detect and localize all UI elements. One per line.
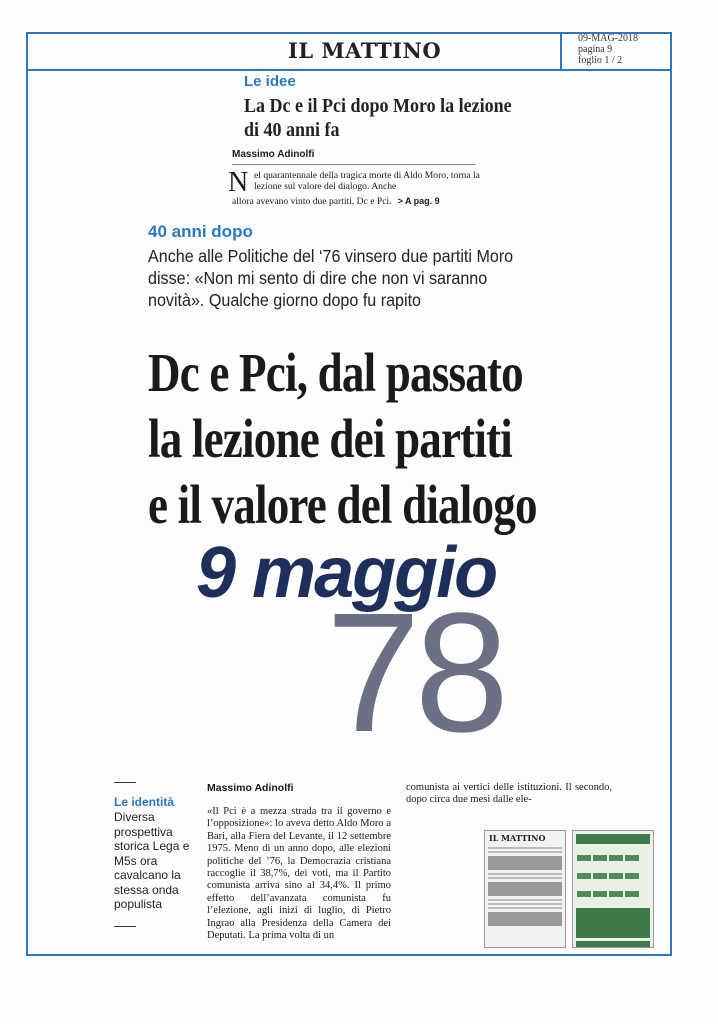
meta-page: pagina 9	[578, 44, 613, 55]
thumbnail-line	[488, 899, 562, 901]
idee-body-first: el quarantennale della tragica morte di Aldo Moro, torna la lezione sul valore del dialogo. Anche	[254, 170, 480, 192]
article-column-1: «Il Pci è a mezza strada tra il governo e l’opposizione»: lo aveva detto Aldo Moro a Bari, alla Fiera del Levante, il 12 settembre 1975. Meno di un anno dopo, alle elezioni politiche del ’76, la Democrazia cristiana raccoglie il 38,7%, dei voti, ma il Partito comunista arriva sino al 34,4%. Il primo effetto dell’avanzata comunista fu l’elezione, agli inizi di luglio, di Pietro Ingrao alla Presidenza della Camera dei Deputati. La prima volta di un	[207, 806, 391, 942]
thumbnail-cell	[625, 891, 639, 897]
thumbnail-cell	[593, 891, 607, 897]
article-author: Massimo Adinolfi	[207, 782, 294, 794]
idee-author: Massimo Adinolfi	[232, 149, 315, 160]
thumbnail-grid	[573, 847, 653, 905]
thumbnail-cell	[609, 855, 623, 861]
thumbnail-cell	[577, 891, 591, 897]
thumbnail-cell	[609, 891, 623, 897]
thumbnail-line	[488, 903, 562, 905]
header-divider	[26, 69, 672, 71]
thumbnail-photo	[488, 912, 562, 926]
thumbnail-front-page	[484, 830, 566, 948]
thumbnail-photo	[488, 856, 562, 870]
header-meta-divider	[560, 32, 562, 70]
idee-rule	[232, 164, 476, 165]
thumbnail-line	[488, 851, 562, 853]
headline-line-1: Dc e Pci, dal passato	[148, 342, 523, 403]
headline-line-3: e il valore del dialogo	[148, 474, 537, 535]
main-headline	[148, 340, 574, 538]
idee-body-second	[232, 196, 488, 207]
headline-line-2: la lezione dei partiti	[148, 408, 512, 469]
thumbnail-cell	[593, 855, 607, 861]
article-column-2: comunista ai vertici delle istituzioni. Il secondo, dopo circa due mesi dalle ele-	[406, 782, 612, 806]
identita-label: Le identità	[114, 795, 175, 809]
thumbnail-cell	[593, 873, 607, 879]
date-day: 9 maggio	[196, 533, 497, 613]
thumbnail-photo	[488, 882, 562, 896]
thumbnail-green-band	[576, 834, 650, 844]
thumbnail-line	[488, 847, 562, 849]
thumbnail-masthead: IL MATTINO	[489, 833, 546, 843]
idee-page-ref: > A pag. 9	[397, 196, 440, 206]
idee-title: La Dc e il Pci dopo Moro la lezione di 40 anni fa	[244, 95, 512, 141]
masthead-logo: IL MATTINO	[288, 38, 442, 63]
anni-subtitle: Anche alle Politiche del ‘76 vinsero due partiti Moro disse: «Non mi sento di dire che non vi saranno novità». Qualche giorno dopo fu rapito	[148, 246, 514, 310]
idee-body-second-text: allora avevano vinto due partiti, Dc e Pci.	[232, 196, 392, 207]
thumbnail-inner-page	[572, 830, 654, 948]
thumbnail-line	[488, 873, 562, 875]
page-meta	[578, 33, 638, 66]
identita-text: Diversa prospettiva storica Lega e M5s ora cavalcano la stessa onda populista	[114, 810, 190, 911]
thumbnail-cell	[625, 873, 639, 879]
thumbnail-cell	[577, 873, 591, 879]
idee-dropcap: N	[228, 167, 249, 198]
thumbnail-cell	[609, 873, 623, 879]
idee-section-label: Le idee	[244, 73, 296, 90]
anni-label: 40 anni dopo	[148, 222, 253, 241]
sidebar-rule-top	[114, 782, 136, 783]
thumbnail-line	[488, 877, 562, 879]
thumbnail-green-band	[576, 908, 650, 938]
meta-date: 09-MAG-2018	[578, 33, 638, 44]
thumbnail-cell	[625, 855, 639, 861]
thumbnail-line	[488, 907, 562, 909]
thumbnail-green-band	[576, 941, 650, 948]
meta-sheet: foglio 1 / 2	[578, 55, 623, 66]
date-year: 78	[326, 578, 504, 768]
thumbnail-cell	[577, 855, 591, 861]
sidebar-rule-bottom	[114, 926, 136, 927]
